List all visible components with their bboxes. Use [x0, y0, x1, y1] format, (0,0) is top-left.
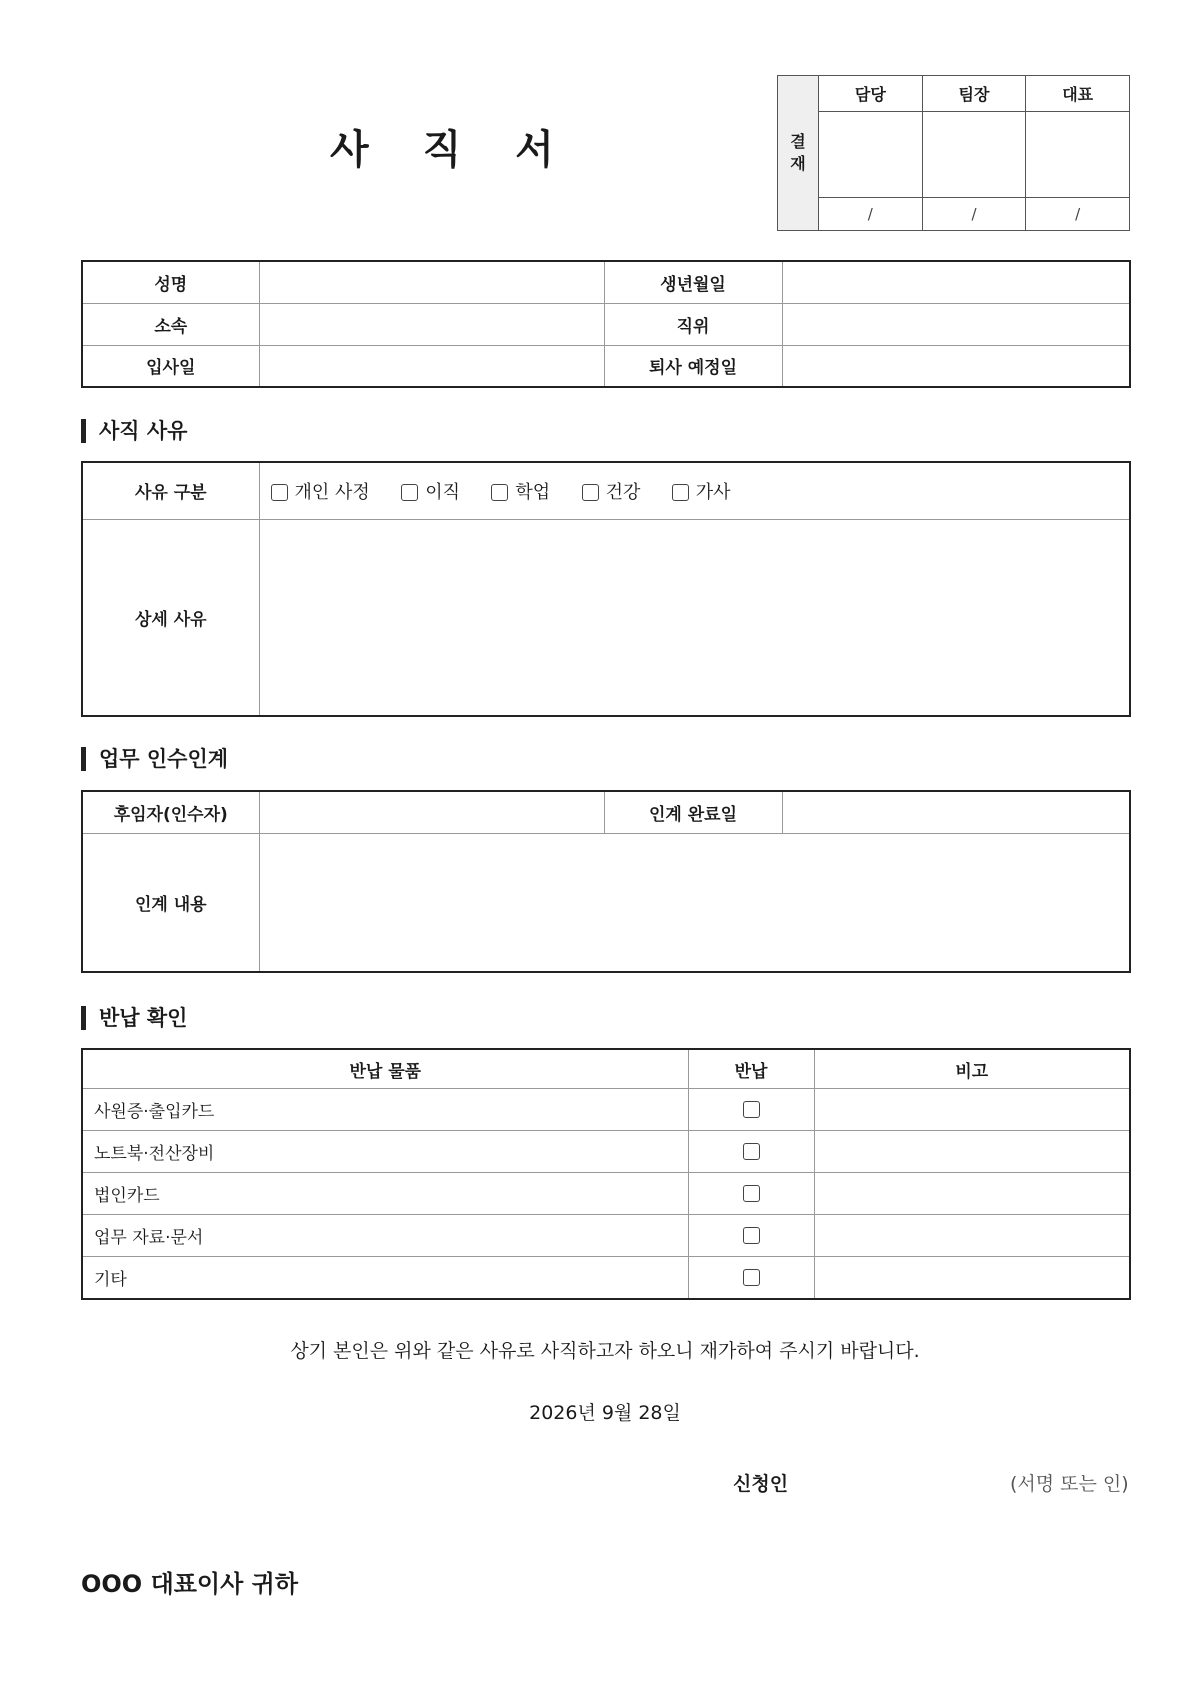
reason-option-job-change[interactable]: [401, 478, 460, 504]
position-field[interactable]: [782, 303, 1130, 345]
return-item: 법인카드: [82, 1173, 688, 1215]
signature-field[interactable]: (서명 또는 인): [1010, 1473, 1129, 1495]
return-check-cell[interactable]: [688, 1257, 814, 1300]
reason-category-label: 사유 구분: [82, 462, 259, 519]
reason-heading-text: 사직 사유: [99, 419, 188, 443]
handover-table: [81, 790, 1131, 973]
addressee: OOO 대표이사 귀하: [81, 1570, 299, 1598]
handover-heading: [81, 743, 228, 773]
return-heading-text: 반납 확인: [99, 1006, 188, 1030]
return-check-cell[interactable]: [688, 1089, 814, 1131]
return-item: 사원증·출입카드: [82, 1089, 688, 1131]
statement-text: 상기 본인은 위와 같은 사유로 사직하고자 하오니 재가하여 주시기 바랍니다.: [290, 1340, 920, 1362]
approval-side-label: [778, 76, 819, 231]
checkbox-icon[interactable]: [743, 1185, 760, 1202]
successor-label: 후임자(인수자): [82, 791, 259, 833]
checkbox-icon[interactable]: [271, 484, 288, 501]
heading-bar-icon: [81, 747, 86, 771]
return-check-cell[interactable]: [688, 1215, 814, 1257]
leave-date-field[interactable]: [782, 345, 1130, 387]
reason-table: [81, 461, 1131, 717]
checkbox-icon[interactable]: [743, 1227, 760, 1244]
handover-heading-text: 업무 인수인계: [99, 747, 229, 771]
return-col-returned: 반납: [688, 1049, 814, 1089]
approval-sign-staff[interactable]: [819, 112, 923, 198]
heading-bar-icon: [81, 1006, 86, 1030]
approval-box: [777, 75, 1130, 231]
approval-side-char-1: 결: [790, 132, 806, 151]
return-note-field[interactable]: [814, 1173, 1130, 1215]
approval-col-ceo: 대표: [1026, 76, 1130, 112]
return-check-cell[interactable]: [688, 1131, 814, 1173]
return-table: [81, 1048, 1131, 1300]
checkbox-icon[interactable]: [743, 1269, 760, 1286]
application-date[interactable]: 2026년 9월 28일: [529, 1402, 681, 1424]
approval-col-staff: 담당: [819, 76, 923, 112]
join-date-field[interactable]: [259, 345, 604, 387]
table-row: [82, 1131, 1130, 1173]
handover-complete-label: 인계 완료일: [604, 791, 782, 833]
birth-field[interactable]: [782, 261, 1130, 303]
table-row: [82, 1257, 1130, 1300]
reason-option-label: 이직: [425, 481, 460, 503]
checkbox-icon[interactable]: [401, 484, 418, 501]
reason-option-label: 학업: [515, 481, 551, 503]
reason-option-study[interactable]: [491, 478, 550, 504]
handover-content-label: 인계 내용: [82, 833, 259, 972]
approval-date-staff[interactable]: /: [819, 198, 923, 231]
checkbox-icon[interactable]: [491, 484, 508, 501]
return-check-cell[interactable]: [688, 1173, 814, 1215]
approval-col-manager: 팀장: [922, 76, 1026, 112]
table-row: [82, 1089, 1130, 1131]
return-col-note: 비고: [814, 1049, 1130, 1089]
reason-options: [259, 462, 1130, 519]
table-row: [82, 1215, 1130, 1257]
approval-sign-ceo[interactable]: [1026, 112, 1130, 198]
name-label: 성명: [82, 261, 259, 303]
table-row: [82, 1173, 1130, 1215]
checkbox-icon[interactable]: [743, 1143, 760, 1160]
return-item: 업무 자료·문서: [82, 1215, 688, 1257]
reason-heading: [81, 415, 187, 445]
join-date-label: 입사일: [82, 345, 259, 387]
heading-bar-icon: [81, 419, 86, 443]
checkbox-icon[interactable]: [743, 1101, 760, 1118]
approval-date-ceo[interactable]: /: [1026, 198, 1130, 231]
birth-label: 생년월일: [604, 261, 782, 303]
reason-detail-field[interactable]: [259, 519, 1130, 716]
reason-option-health[interactable]: [582, 478, 641, 504]
successor-field[interactable]: [259, 791, 604, 833]
approval-sign-manager[interactable]: [922, 112, 1026, 198]
leave-date-label: 퇴사 예정일: [604, 345, 782, 387]
name-field[interactable]: [259, 261, 604, 303]
reason-detail-label: 상세 사유: [82, 519, 259, 716]
approval-side-char-2: 재: [790, 154, 806, 173]
return-note-field[interactable]: [814, 1131, 1130, 1173]
handover-complete-field[interactable]: [782, 791, 1130, 833]
reason-option-label: 가사: [695, 481, 731, 503]
position-label: 직위: [604, 303, 782, 345]
dept-label: 소속: [82, 303, 259, 345]
reason-option-label: 개인 사정: [294, 481, 370, 503]
approval-date-manager[interactable]: /: [922, 198, 1026, 231]
return-item: 기타: [82, 1257, 688, 1300]
reason-option-personal[interactable]: [271, 478, 370, 504]
return-note-field[interactable]: [814, 1257, 1130, 1300]
checkbox-icon[interactable]: [582, 484, 599, 501]
checkbox-icon[interactable]: [672, 484, 689, 501]
dept-field[interactable]: [259, 303, 604, 345]
reason-option-label: 건강: [605, 481, 641, 503]
return-note-field[interactable]: [814, 1215, 1130, 1257]
return-col-item: 반납 물품: [82, 1049, 688, 1089]
handover-content-field[interactable]: [259, 833, 1130, 972]
reason-option-family[interactable]: [672, 478, 731, 504]
applicant-label: 신청인: [733, 1473, 789, 1495]
return-heading: [81, 1002, 187, 1032]
personal-info-table: [81, 260, 1131, 388]
return-note-field[interactable]: [814, 1089, 1130, 1131]
document-title: 사 직 서: [330, 127, 574, 173]
return-item: 노트북·전산장비: [82, 1131, 688, 1173]
